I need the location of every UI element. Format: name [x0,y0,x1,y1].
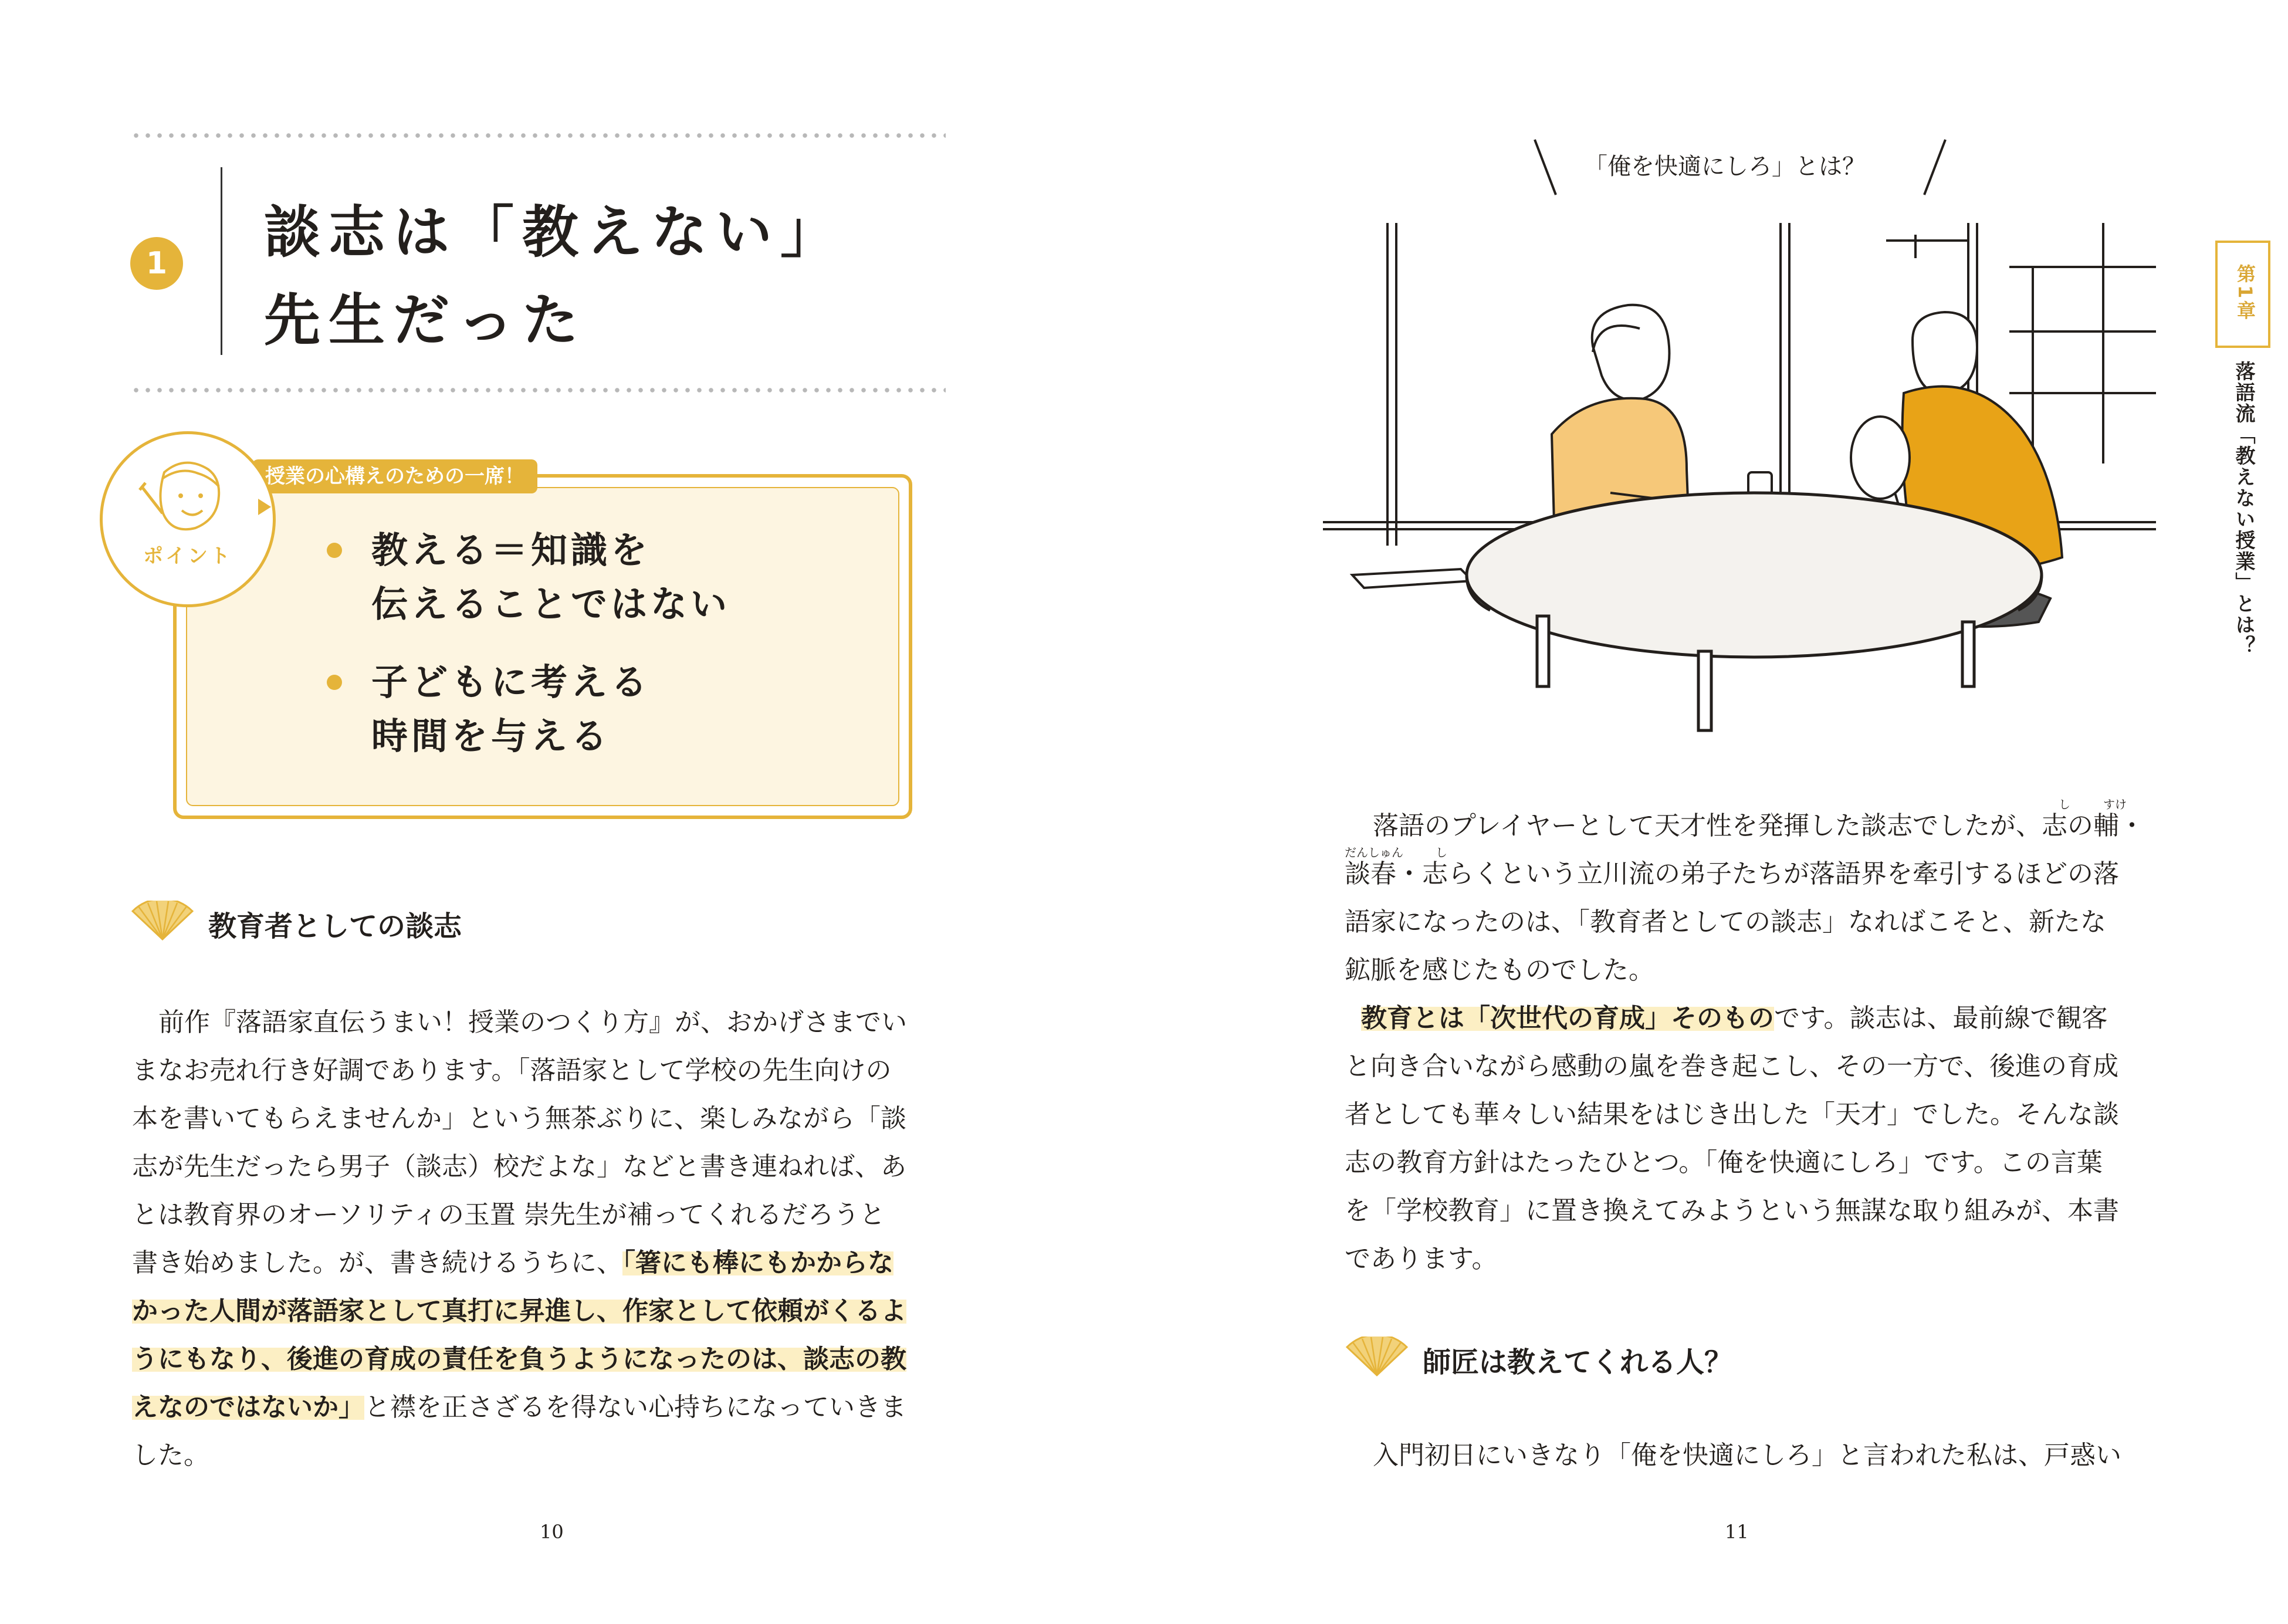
point-bullet-1 [327,543,342,558]
body-line: と向き合いながら感動の嵐を巻き起こし、その一方で、後進の育成 [1345,1051,2119,1081]
body-line [132,1239,893,1287]
body-line [1361,994,2107,1043]
point-badge [100,431,276,607]
body-line: 志が先生だったら男子（談志）校だよな」などと書き連ねれば、あ [132,1152,906,1182]
body-line: 鉱脈を感じたものでした。 [1345,955,1654,985]
chapter-tab-label: 第1章 [2234,264,2256,322]
body-line: した。 [132,1440,209,1470]
body-line: 談春・志らくという立川流の弟子たちが落語界を牽引するほどの落 [1345,859,2119,889]
body-line: 本を書いてもらえませんか」という無茶ぶりに、楽しみながら「談 [132,1104,906,1134]
highlighted-text: うにもなり、後進の育成の責任を負うようになったのは、談志の教 [132,1344,906,1374]
title-divider [221,167,222,355]
highlighted-text: えなのではないか」 [132,1392,364,1422]
fan-icon [130,901,195,942]
ruby-shi-2: し [1436,845,1447,860]
body-line [132,1287,906,1335]
body-line: であります。 [1345,1244,1498,1274]
bottom-dotted-rule [130,387,946,393]
teacher-face-icon [100,431,270,601]
badge-tail [258,499,271,515]
body-line: 語家になったのは、「教育者としての談志」なればこそと、新たな [1345,907,2106,937]
point-item2-line1: 子どもに考える [371,661,651,703]
body-text: です。談志は、最前線で観客 [1774,1003,2108,1033]
point-item1-line1: 教える＝知識を [371,529,651,571]
body-line: 志の教育方針はたったひとつ。「俺を快適にしろ」です。この言葉 [1345,1148,2103,1178]
body-line: 入門初日にいきなり「俺を快適にしろ」と言われた私は、戸惑い [1373,1440,2121,1470]
chapter-title-line2: 先生だった [264,287,587,353]
point-item2-line2: 時間を与える [371,715,611,757]
body-line: 前作『落語家直伝うまい！授業のつくり方』が、おかげさまでい [158,1007,907,1037]
body-text: 書き始めました。が、書き続けるうちに、 [132,1248,622,1278]
section-number-badge: 1 [130,237,183,290]
body-line: とは教育界のオーソリティの玉置 崇先生が補ってくれるだろうと [132,1200,885,1230]
fan-icon [1345,1337,1409,1378]
body-line: 者としても華々しい結果をはじき出した「天才」でした。そんな談 [1345,1099,2119,1129]
ruby-shi: し [2059,797,2070,811]
point-tab-label: 授業の心構えのための一席！ [252,459,537,493]
body-line [132,1335,906,1383]
section-heading-master: 師匠は教えてくれる人？ [1423,1346,1733,1379]
point-badge-label: ポイント [143,544,232,568]
illustration-caption: 「俺を快適にしろ」とは？ [1584,153,1866,180]
section-heading-educator: 教育者としての談志 [208,910,462,943]
highlighted-text: かった人間が落語家として真打に昇進し、作家として依頼がくるよ [132,1296,906,1326]
chapter-tab[interactable] [2215,241,2270,348]
ruby-suke: すけ [2103,797,2127,811]
body-line: を「学校教育」に置き換えてみようという無謀な取り組みが、本書 [1345,1196,2119,1226]
ruby-danshun: だんしゅん [1345,845,1403,860]
page-number-left: 10 [540,1521,564,1543]
caption-slash-left [1530,136,1565,201]
page-number-right: 11 [1725,1521,1749,1543]
body-text: と襟を正さざるを得ない心持ちになっていきま [364,1392,906,1422]
chapter-title-line1: 談志は「教えない」 [264,199,845,265]
highlighted-text: 「箸にも棒にもかからな [622,1248,893,1278]
rakugo-teacher-illustration [1317,217,2162,745]
point-bullet-2 [327,675,342,690]
body-line: 落語のプレイヤーとして天才性を発揮した談志でしたが、志の輔・ [1373,811,2145,841]
caption-slash-right [1918,136,1954,201]
running-title: 落語流「教えない授業」とは？ [2232,361,2255,657]
body-line: まなお売れ行き好調であります。「落語家として学校の先生向けの [132,1055,892,1085]
highlighted-text: 教育とは「次世代の育成」そのもの [1361,1003,1774,1033]
body-line [132,1383,906,1432]
top-dotted-rule [130,133,946,138]
point-item1-line2: 伝えることではない [371,583,731,625]
